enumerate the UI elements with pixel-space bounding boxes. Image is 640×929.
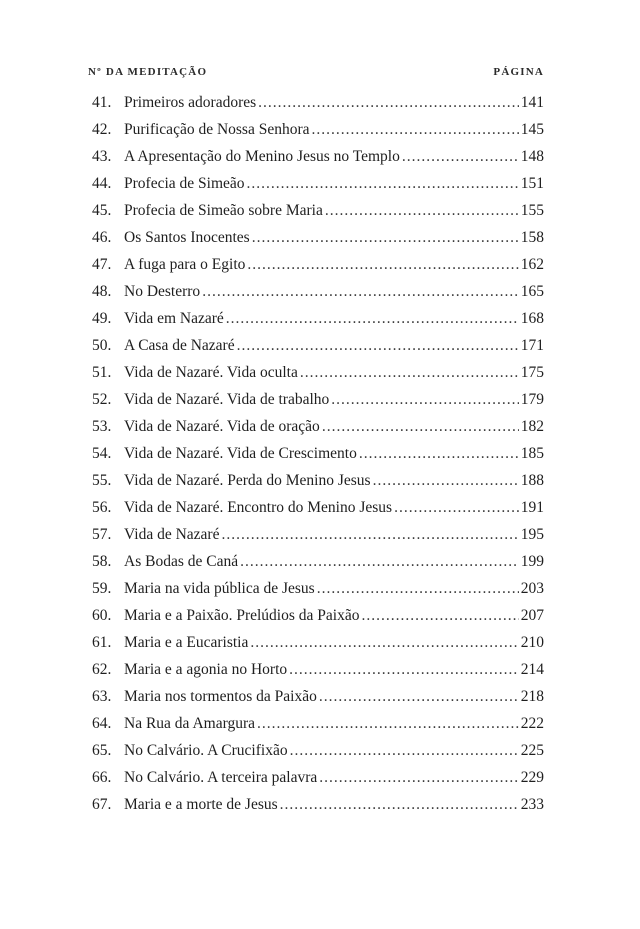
toc-entry-page: 175 bbox=[520, 364, 544, 381]
dot-leader bbox=[237, 332, 519, 359]
toc-entry-title: Maria e a Eucaristia bbox=[124, 634, 249, 651]
toc-entry-title: Vida de Nazaré. Perda do Menino Jesus bbox=[124, 472, 371, 489]
toc-entry bbox=[92, 89, 544, 116]
toc-entry-title: Vida em Nazaré bbox=[124, 310, 224, 327]
toc-entry-page: 185 bbox=[520, 445, 544, 462]
dot-leader bbox=[226, 305, 519, 332]
toc-entry-number: 65. bbox=[92, 742, 112, 759]
toc-entry-page: 171 bbox=[520, 337, 544, 354]
toc-entry-page: 214 bbox=[520, 661, 544, 678]
dot-leader bbox=[319, 764, 519, 791]
toc-entry bbox=[92, 467, 544, 494]
dot-leader bbox=[250, 629, 518, 656]
toc-entry-page: 191 bbox=[520, 499, 544, 516]
toc-entry bbox=[92, 116, 544, 143]
toc-entry-title: Vida de Nazaré. Vida oculta bbox=[124, 364, 298, 381]
toc-entry-number: 67. bbox=[92, 796, 112, 813]
toc-entry-number: 46. bbox=[92, 229, 112, 246]
toc-entry-page: 199 bbox=[520, 553, 544, 570]
toc-entry-number: 54. bbox=[92, 445, 112, 462]
toc-entry bbox=[92, 332, 544, 359]
toc-entry-title: Profecia de Simeão bbox=[124, 175, 245, 192]
toc-entry-title: Profecia de Simeão sobre Maria bbox=[124, 202, 323, 219]
toc-entry bbox=[92, 629, 544, 656]
dot-leader bbox=[402, 143, 519, 170]
dot-leader bbox=[331, 386, 518, 413]
toc-entry-number: 51. bbox=[92, 364, 112, 381]
toc-entry-title: Primeiros adoradores bbox=[124, 94, 257, 111]
toc-entry-number: 58. bbox=[92, 553, 112, 570]
toc-entry bbox=[92, 521, 544, 548]
dot-leader bbox=[300, 359, 519, 386]
toc-entry-number: 50. bbox=[92, 337, 112, 354]
toc-entry-title: Purificação de Nossa Senhora bbox=[124, 121, 310, 138]
toc-entry-page: 162 bbox=[520, 256, 544, 273]
toc-entry-title: Maria nos tormentos da Paixão bbox=[124, 688, 317, 705]
toc-entry-number: 41. bbox=[92, 94, 112, 111]
toc-entry-page: 168 bbox=[520, 310, 544, 327]
toc-entry-number: 45. bbox=[92, 202, 112, 219]
toc-entry-title: Vida de Nazaré. Vida de oração bbox=[124, 418, 320, 435]
toc-entry-page: 222 bbox=[520, 715, 544, 732]
toc-entry-page: 207 bbox=[520, 607, 544, 624]
page-column-heading: PÁGINA bbox=[493, 66, 544, 78]
toc-entry-number: 66. bbox=[92, 769, 112, 786]
toc-entry-title: Maria e a agonia no Horto bbox=[124, 661, 288, 678]
toc-entry bbox=[92, 656, 544, 683]
dot-leader bbox=[319, 683, 519, 710]
toc-entry-page: 225 bbox=[520, 742, 544, 759]
dot-leader bbox=[280, 791, 519, 818]
toc-entry-page: 158 bbox=[520, 229, 544, 246]
toc-entry bbox=[92, 575, 544, 602]
toc-entry-number: 53. bbox=[92, 418, 112, 435]
toc-entry bbox=[92, 494, 544, 521]
dot-leader bbox=[289, 656, 519, 683]
toc-entry bbox=[92, 251, 544, 278]
table-of-contents bbox=[92, 89, 544, 818]
toc-entry-title: No Desterro bbox=[124, 283, 201, 300]
toc-entry bbox=[92, 143, 544, 170]
dot-leader bbox=[317, 575, 519, 602]
toc-entry-title: A Casa de Nazaré bbox=[124, 337, 235, 354]
toc-entry-title: No Calvário. A terceira palavra bbox=[124, 769, 318, 786]
toc-entry-title: As Bodas de Caná bbox=[124, 553, 239, 570]
toc-entry-number: 52. bbox=[92, 391, 112, 408]
toc-entry bbox=[92, 683, 544, 710]
dot-leader bbox=[202, 278, 519, 305]
toc-entry bbox=[92, 386, 544, 413]
toc-entry-number: 43. bbox=[92, 148, 112, 165]
toc-entry-page: 218 bbox=[520, 688, 544, 705]
toc-header bbox=[88, 66, 544, 84]
toc-entry bbox=[92, 224, 544, 251]
toc-entry bbox=[92, 440, 544, 467]
toc-entry bbox=[92, 413, 544, 440]
toc-entry-page: 195 bbox=[520, 526, 544, 543]
toc-entry bbox=[92, 737, 544, 764]
toc-entry bbox=[92, 278, 544, 305]
dot-leader bbox=[258, 89, 519, 116]
toc-entry bbox=[92, 305, 544, 332]
meditation-number-column-heading: Nº DA MEDITAÇÃO bbox=[88, 66, 208, 78]
toc-entry bbox=[92, 602, 544, 629]
toc-entry-title: Vida de Nazaré. Encontro do Menino Jesus bbox=[124, 499, 393, 516]
dot-leader bbox=[361, 602, 518, 629]
dot-leader bbox=[325, 197, 519, 224]
toc-entry-number: 56. bbox=[92, 499, 112, 516]
toc-entry bbox=[92, 548, 544, 575]
dot-leader bbox=[312, 116, 519, 143]
toc-entry bbox=[92, 791, 544, 818]
toc-entry-number: 49. bbox=[92, 310, 112, 327]
dot-leader bbox=[240, 548, 519, 575]
toc-entry-title: Maria na vida pública de Jesus bbox=[124, 580, 315, 597]
toc-entry-title: Na Rua da Amargura bbox=[124, 715, 255, 732]
toc-entry-page: 182 bbox=[520, 418, 544, 435]
toc-entry bbox=[92, 764, 544, 791]
toc-entry-title: Vida de Nazaré bbox=[124, 526, 220, 543]
toc-entry-number: 61. bbox=[92, 634, 112, 651]
toc-entry-page: 188 bbox=[520, 472, 544, 489]
dot-leader bbox=[247, 251, 518, 278]
toc-entry bbox=[92, 359, 544, 386]
toc-entry-title: Vida de Nazaré. Vida de trabalho bbox=[124, 391, 330, 408]
toc-entry-page: 210 bbox=[520, 634, 544, 651]
toc-entry-title: Maria e a morte de Jesus bbox=[124, 796, 278, 813]
toc-entry-number: 60. bbox=[92, 607, 112, 624]
toc-entry-title: Os Santos Inocentes bbox=[124, 229, 250, 246]
toc-entry bbox=[92, 197, 544, 224]
toc-entry-number: 55. bbox=[92, 472, 112, 489]
dot-leader bbox=[373, 467, 519, 494]
dot-leader bbox=[359, 440, 519, 467]
toc-entry-number: 44. bbox=[92, 175, 112, 192]
dot-leader bbox=[257, 710, 519, 737]
toc-entry-page: 148 bbox=[520, 148, 544, 165]
toc-entry-page: 179 bbox=[520, 391, 544, 408]
dot-leader bbox=[322, 413, 519, 440]
toc-entry-number: 63. bbox=[92, 688, 112, 705]
toc-entry-number: 48. bbox=[92, 283, 112, 300]
dot-leader bbox=[252, 224, 519, 251]
toc-entry bbox=[92, 170, 544, 197]
toc-entry-page: 229 bbox=[520, 769, 544, 786]
toc-entry-page: 141 bbox=[520, 94, 544, 111]
toc-entry-number: 57. bbox=[92, 526, 112, 543]
toc-entry bbox=[92, 710, 544, 737]
toc-entry-title: No Calvário. A Crucifixão bbox=[124, 742, 288, 759]
toc-entry-number: 47. bbox=[92, 256, 112, 273]
toc-entry-number: 42. bbox=[92, 121, 112, 138]
toc-entry-number: 62. bbox=[92, 661, 112, 678]
toc-entry-title: Vida de Nazaré. Vida de Crescimento bbox=[124, 445, 357, 462]
toc-entry-title: Maria e a Paixão. Prelúdios da Paixão bbox=[124, 607, 360, 624]
toc-entry-page: 233 bbox=[520, 796, 544, 813]
toc-entry-number: 59. bbox=[92, 580, 112, 597]
toc-entry-title: A fuga para o Egito bbox=[124, 256, 246, 273]
toc-entry-page: 203 bbox=[520, 580, 544, 597]
dot-leader bbox=[290, 737, 519, 764]
toc-entry-page: 151 bbox=[520, 175, 544, 192]
toc-entry-title: A Apresentação do Menino Jesus no Templo bbox=[124, 148, 400, 165]
toc-entry-page: 145 bbox=[520, 121, 544, 138]
dot-leader bbox=[247, 170, 519, 197]
dot-leader bbox=[221, 521, 518, 548]
dot-leader bbox=[394, 494, 519, 521]
toc-entry-number: 64. bbox=[92, 715, 112, 732]
toc-entry-page: 165 bbox=[520, 283, 544, 300]
toc-entry-page: 155 bbox=[520, 202, 544, 219]
